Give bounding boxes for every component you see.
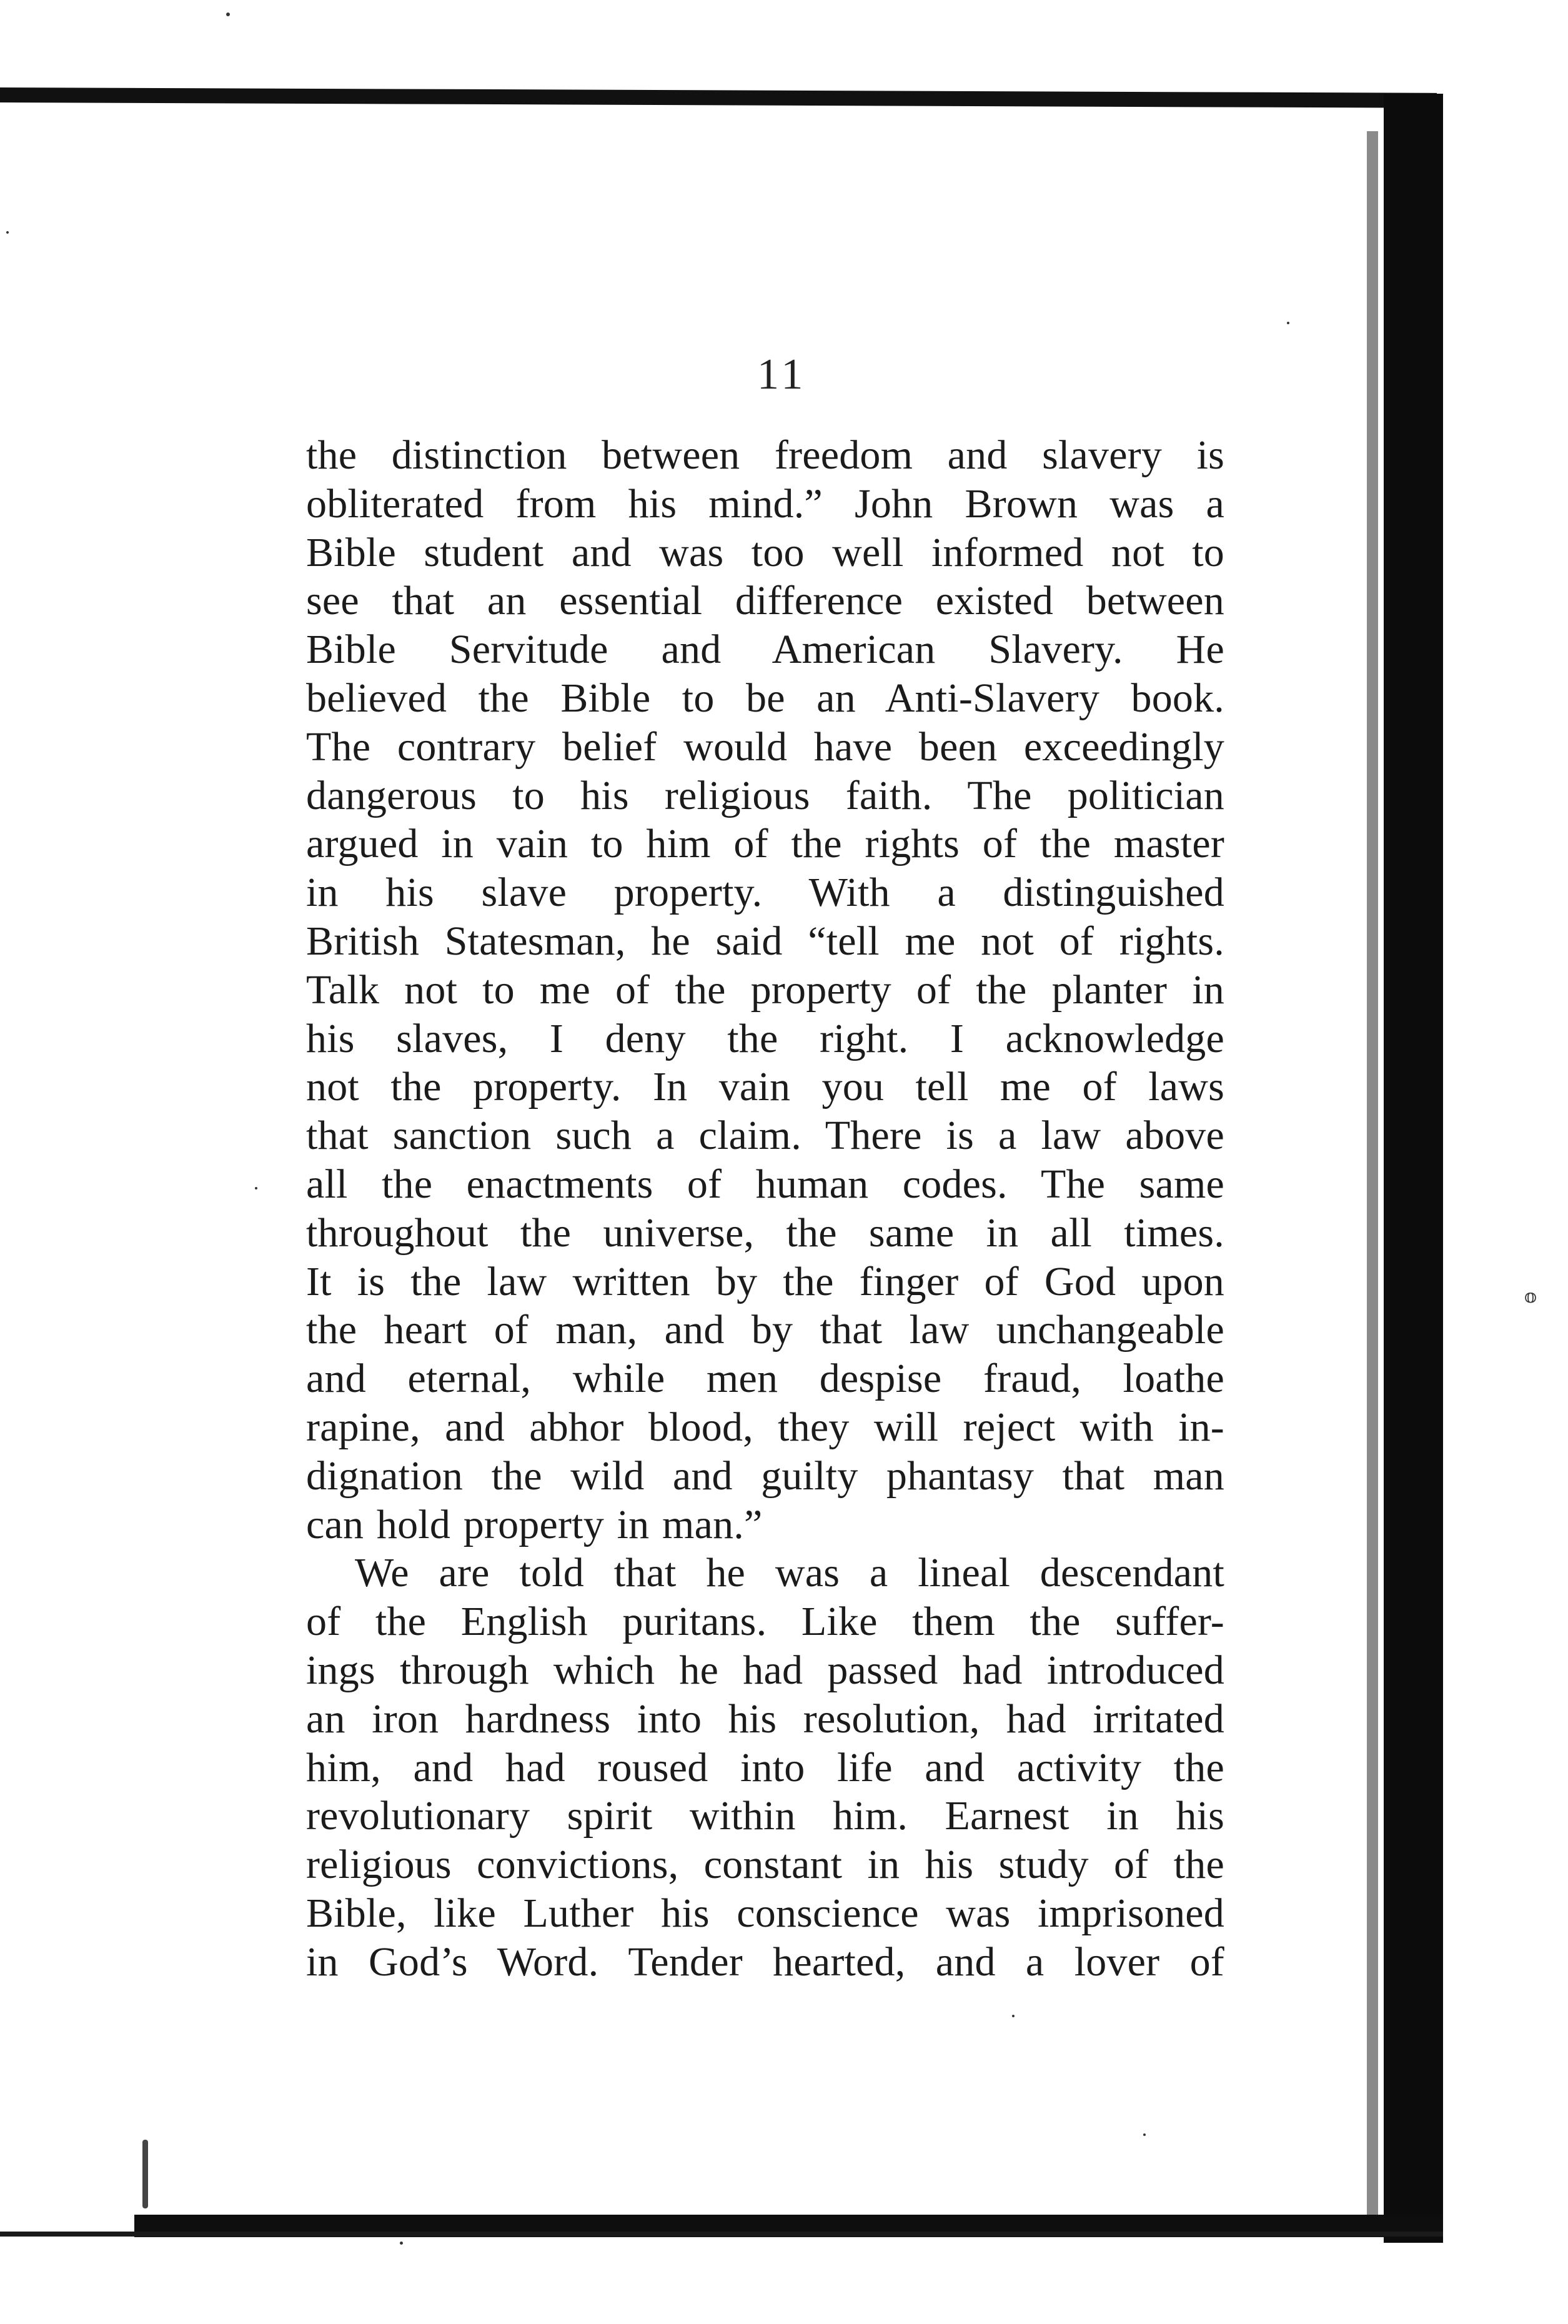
text-line: Bible Servitude and American Slavery. He	[306, 627, 1224, 673]
text-line-paragraph-end: can hold property in man.”	[306, 1501, 763, 1547]
text-line: his slaves, I deny the right. I acknowledge	[306, 1015, 1224, 1061]
text-line: British Statesman, he said “tell me not of rights.	[306, 918, 1224, 964]
text-line: of the English puritans. Like them the suffer-	[306, 1599, 1224, 1645]
text-line: an iron hardness into his resolution, had irritated	[306, 1696, 1224, 1742]
text-line-paragraph-start: We are told that he was a lineal descendant	[355, 1550, 1224, 1596]
text-line: obliterated from his mind.” John Brown was a	[306, 480, 1224, 527]
text-line: in his slave property. With a distinguished	[306, 870, 1224, 916]
text-line: in God’s Word. Tender hearted, and a lover of	[306, 1939, 1224, 1985]
text-line: dignation the wild and guilty phantasy that man	[306, 1452, 1224, 1499]
scan-frame-top	[0, 87, 1437, 108]
text-line: religious convictions, constant in his study of the	[306, 1842, 1224, 1888]
body-text	[306, 431, 1224, 1987]
text-line: and eternal, while men despise fraud, loathe	[306, 1356, 1224, 1402]
text-line: ings through which he had passed had introduced	[306, 1647, 1224, 1693]
text-line: rapine, and abhor blood, they will reject with in-	[306, 1404, 1224, 1450]
text-line: Talk not to me of the property of the planter in	[306, 966, 1224, 1013]
scan-page-edge	[1367, 131, 1378, 2230]
text-line: revolutionary spirit within him. Earnest in his	[306, 1793, 1224, 1839]
text-line: It is the law written by the finger of God upon	[306, 1258, 1224, 1304]
text-line: that sanction such a claim. There is a law above	[306, 1113, 1224, 1159]
text-line: The contrary belief would have been exceedingly	[306, 723, 1224, 770]
scan-margin-mark	[142, 2140, 148, 2208]
page-number: 11	[757, 350, 807, 399]
text-line: throughout the universe, the same in all times.	[306, 1209, 1224, 1256]
text-line: not the property. In vain you tell me of laws	[306, 1064, 1224, 1110]
scan-speck-glyph: 𝕠	[1524, 1286, 1537, 1307]
text-line: believed the Bible to be an Anti-Slavery book.	[306, 675, 1224, 721]
text-line: argued in vain to him of the rights of the master	[306, 821, 1224, 867]
text-line: dangerous to his religious faith. The politician	[306, 772, 1224, 818]
scan-frame-right	[1384, 94, 1443, 2243]
text-line: Bible student and was too well informed not to	[306, 529, 1224, 575]
text-line: all the enactments of human codes. The same	[306, 1161, 1224, 1207]
text-line: the distinction between freedom and slavery is	[306, 432, 1224, 478]
text-line: Bible, like Luther his conscience was imprisoned	[306, 1890, 1224, 1936]
text-line: him, and had roused into life and activity the	[306, 1744, 1224, 1790]
text-line: the heart of man, and by that law unchangeable	[306, 1307, 1224, 1353]
text-line: see that an essential difference existed between	[306, 578, 1224, 624]
scan-bottom-line	[0, 2232, 1443, 2237]
